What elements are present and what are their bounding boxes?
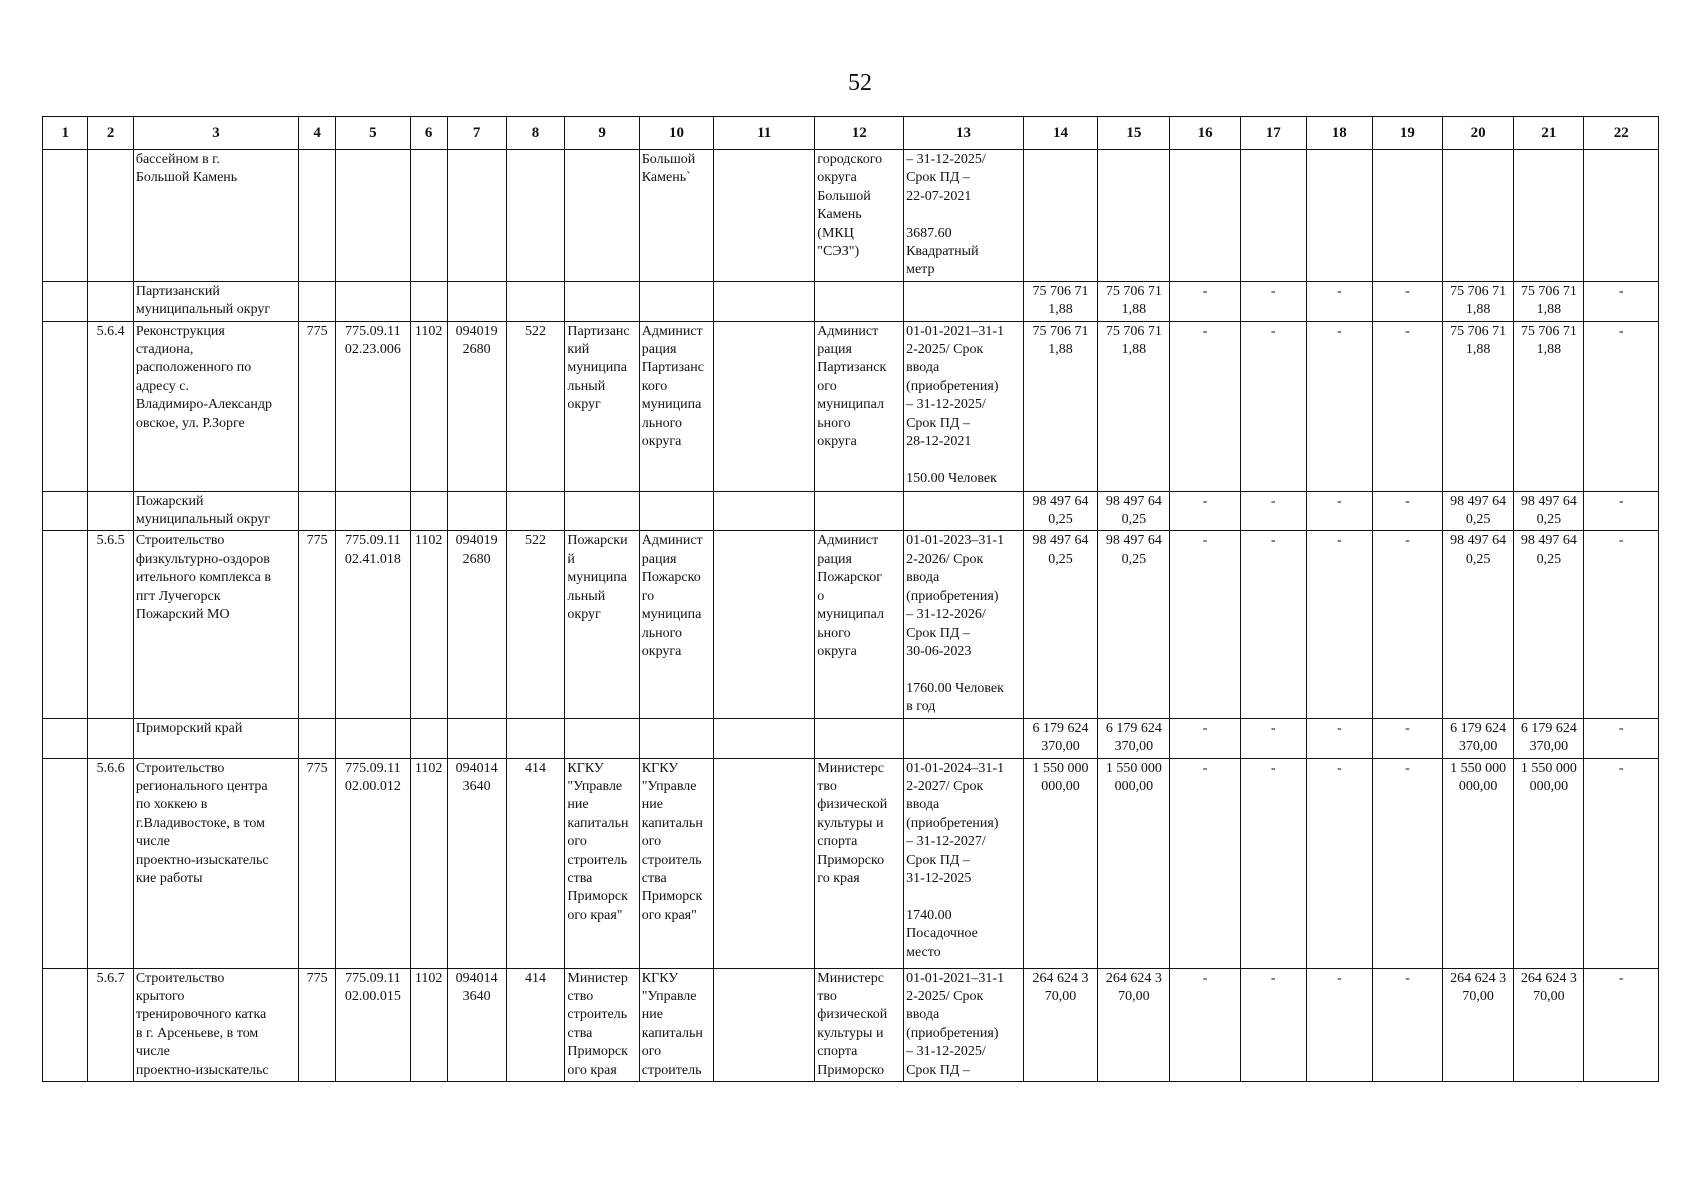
table-cell-col-19: - (1372, 968, 1442, 1081)
table-cell-col-16 (1170, 150, 1240, 282)
table-cell-col-1 (43, 531, 88, 718)
column-header-16: 16 (1170, 117, 1240, 150)
table-cell-col-9 (565, 281, 639, 321)
column-header-17: 17 (1240, 117, 1306, 150)
table-cell-col-6 (410, 281, 447, 321)
table-cell-col-1 (43, 491, 88, 531)
table-cell-col-4 (299, 491, 336, 531)
table-cell-col-13: 01-01-2021–31-1 2-2025/ Срок ввода (приобретения) – 31-12-2025/ Срок ПД – (904, 968, 1024, 1081)
table-row (43, 968, 1659, 1081)
table-cell-col-17: - (1240, 968, 1306, 1081)
table-cell-col-1 (43, 718, 88, 758)
table-cell-col-5: 775.09.11 02.23.006 (336, 321, 410, 491)
table-cell-col-10: Админист рация Пожарско го муниципа льного округа (639, 531, 713, 718)
table-cell-col-3: Приморский край (133, 718, 298, 758)
column-header-12: 12 (815, 117, 904, 150)
table-cell-col-17 (1240, 150, 1306, 282)
table-cell-col-12 (815, 491, 904, 531)
table-cell-col-5 (336, 718, 410, 758)
table-cell-col-17: - (1240, 491, 1306, 531)
table-cell-col-14: 98 497 64 0,25 (1023, 491, 1097, 531)
table-cell-col-8 (506, 491, 565, 531)
table-cell-col-18: - (1306, 491, 1372, 531)
budget-table (42, 116, 1659, 1082)
table-cell-col-8: 522 (506, 531, 565, 718)
table-cell-col-17: - (1240, 758, 1306, 968)
table-cell-col-12: Министерс тво физической культуры и спорта Приморско (815, 968, 904, 1081)
table-row (43, 281, 1659, 321)
table-cell-col-3: Строительство регионального центра по хоккею в г.Владивостоке, в том числе проектно-изыскательс кие работы (133, 758, 298, 968)
table-cell-col-7 (447, 718, 506, 758)
table-cell-col-10: КГКУ "Управле ние капитальн ого строитель (639, 968, 713, 1081)
table-cell-col-4 (299, 281, 336, 321)
table-cell-col-12: Министерс тво физической культуры и спорта Приморско го края (815, 758, 904, 968)
table-cell-col-6: 1102 (410, 321, 447, 491)
table-cell-col-19: - (1372, 491, 1442, 531)
table-cell-col-2 (88, 281, 133, 321)
table-cell-col-19: - (1372, 718, 1442, 758)
table-cell-col-14: 98 497 64 0,25 (1023, 531, 1097, 718)
table-cell-col-16: - (1170, 281, 1240, 321)
table-cell-col-10 (639, 718, 713, 758)
table-cell-col-2: 5.6.5 (88, 531, 133, 718)
table-cell-col-12 (815, 718, 904, 758)
table-cell-col-10 (639, 281, 713, 321)
table-cell-col-7 (447, 281, 506, 321)
table-row (43, 150, 1659, 282)
table-cell-col-18: - (1306, 281, 1372, 321)
table-cell-col-9 (565, 491, 639, 531)
column-header-5: 5 (336, 117, 410, 150)
table-cell-col-13: 01-01-2023–31-1 2-2026/ Срок ввода (приобретения) – 31-12-2026/ Срок ПД – 30-06-2023 1760.00 Человек в год (904, 531, 1024, 718)
table-cell-col-19: - (1372, 281, 1442, 321)
table-cell-col-3: Реконструкция стадиона, расположенного по адресу с. Владимиро-Александр овское, ул. Р.Зорге (133, 321, 298, 491)
table-cell-col-13 (904, 491, 1024, 531)
table-cell-col-15: 264 624 3 70,00 (1098, 968, 1170, 1081)
table-cell-col-5 (336, 281, 410, 321)
table-cell-col-4 (299, 150, 336, 282)
table-cell-col-7: 094014 3640 (447, 758, 506, 968)
table-cell-col-7: 094019 2680 (447, 531, 506, 718)
table-cell-col-7 (447, 491, 506, 531)
table-cell-col-18: - (1306, 531, 1372, 718)
column-header-1: 1 (43, 117, 88, 150)
table-cell-col-11 (714, 758, 815, 968)
table-cell-col-5 (336, 150, 410, 282)
table-row (43, 321, 1659, 491)
table-cell-col-9: Партизанс кий муниципа льный округ (565, 321, 639, 491)
table-cell-col-16: - (1170, 321, 1240, 491)
table-cell-col-2 (88, 718, 133, 758)
table-cell-col-16: - (1170, 491, 1240, 531)
page-number: 52 (848, 70, 872, 96)
table-cell-col-21: 98 497 64 0,25 (1514, 531, 1584, 718)
table-cell-col-11 (714, 718, 815, 758)
table-cell-col-3: Строительство физкультурно-оздоров ительного комплекса в пгт Лучегорск Пожарский МО (133, 531, 298, 718)
table-cell-col-6 (410, 718, 447, 758)
table-cell-col-22: - (1584, 281, 1659, 321)
column-header-7: 7 (447, 117, 506, 150)
table-cell-col-14: 75 706 71 1,88 (1023, 321, 1097, 491)
table-cell-col-16: - (1170, 718, 1240, 758)
table-cell-col-13 (904, 718, 1024, 758)
table-cell-col-4: 775 (299, 758, 336, 968)
table-cell-col-8 (506, 281, 565, 321)
table-cell-col-9 (565, 150, 639, 282)
table-row (43, 718, 1659, 758)
table-cell-col-20: 75 706 71 1,88 (1443, 321, 1514, 491)
table-cell-col-8 (506, 150, 565, 282)
column-header-15: 15 (1098, 117, 1170, 150)
table-cell-col-15: 75 706 71 1,88 (1098, 321, 1170, 491)
table-cell-col-1 (43, 968, 88, 1081)
table-cell-col-15 (1098, 150, 1170, 282)
table-cell-col-3: Партизанский муниципальный округ (133, 281, 298, 321)
table-cell-col-22: - (1584, 718, 1659, 758)
table-cell-col-5: 775.09.11 02.41.018 (336, 531, 410, 718)
table-cell-col-13 (904, 281, 1024, 321)
column-header-20: 20 (1443, 117, 1514, 150)
table-cell-col-18: - (1306, 321, 1372, 491)
table-cell-col-2 (88, 491, 133, 531)
table-cell-col-1 (43, 281, 88, 321)
table-cell-col-10 (639, 491, 713, 531)
table-cell-col-17: - (1240, 531, 1306, 718)
column-header-21: 21 (1514, 117, 1584, 150)
table-cell-col-20 (1443, 150, 1514, 282)
table-cell-col-7 (447, 150, 506, 282)
table-cell-col-14: 264 624 3 70,00 (1023, 968, 1097, 1081)
column-header-3: 3 (133, 117, 298, 150)
column-header-10: 10 (639, 117, 713, 150)
table-cell-col-6 (410, 150, 447, 282)
table-cell-col-16: - (1170, 968, 1240, 1081)
table-cell-col-8: 414 (506, 968, 565, 1081)
table-cell-col-6: 1102 (410, 758, 447, 968)
column-header-4: 4 (299, 117, 336, 150)
table-cell-col-4: 775 (299, 321, 336, 491)
table-cell-col-7: 094019 2680 (447, 321, 506, 491)
table-cell-col-3: бассейном в г. Большой Камень (133, 150, 298, 282)
table-cell-col-21: 264 624 3 70,00 (1514, 968, 1584, 1081)
table-cell-col-11 (714, 281, 815, 321)
table-cell-col-13: 01-01-2021–31-1 2-2025/ Срок ввода (приобретения) – 31-12-2025/ Срок ПД – 28-12-2021 150.00 Человек (904, 321, 1024, 491)
table-cell-col-10: КГКУ "Управле ние капитальн ого строитель ства Приморск ого края" (639, 758, 713, 968)
table-cell-col-15: 98 497 64 0,25 (1098, 531, 1170, 718)
table-cell-col-2: 5.6.7 (88, 968, 133, 1081)
table-cell-col-18: - (1306, 758, 1372, 968)
table-cell-col-1 (43, 321, 88, 491)
table-cell-col-14: 6 179 624 370,00 (1023, 718, 1097, 758)
table-cell-col-4: 775 (299, 968, 336, 1081)
column-header-22: 22 (1584, 117, 1659, 150)
table-cell-col-3: Строительство крытого тренировочного катка в г. Арсеньеве, в том числе проектно-изыскательс (133, 968, 298, 1081)
column-header-14: 14 (1023, 117, 1097, 150)
table-cell-col-12: Админист рация Пожарског о муниципал ьного округа (815, 531, 904, 718)
table-cell-col-12 (815, 281, 904, 321)
table-cell-col-14 (1023, 150, 1097, 282)
table-cell-col-14: 1 550 000 000,00 (1023, 758, 1097, 968)
table-cell-col-19: - (1372, 321, 1442, 491)
table-cell-col-4: 775 (299, 531, 336, 718)
table-cell-col-17: - (1240, 718, 1306, 758)
table-cell-col-1 (43, 758, 88, 968)
table-cell-col-21: 6 179 624 370,00 (1514, 718, 1584, 758)
table-cell-col-15: 98 497 64 0,25 (1098, 491, 1170, 531)
table-cell-col-9: Министер ство строитель ства Приморск ого края (565, 968, 639, 1081)
table-cell-col-5: 775.09.11 02.00.012 (336, 758, 410, 968)
table-cell-col-15: 6 179 624 370,00 (1098, 718, 1170, 758)
table-cell-col-8: 522 (506, 321, 565, 491)
column-header-18: 18 (1306, 117, 1372, 150)
table-cell-col-22: - (1584, 531, 1659, 718)
table-cell-col-21: 75 706 71 1,88 (1514, 321, 1584, 491)
table-cell-col-21 (1514, 150, 1584, 282)
table-cell-col-19 (1372, 150, 1442, 282)
table-cell-col-7: 094014 3640 (447, 968, 506, 1081)
table-cell-col-10: Большой Камень` (639, 150, 713, 282)
table-cell-col-9: КГКУ "Управле ние капитальн ого строитель ства Приморск ого края" (565, 758, 639, 968)
column-header-6: 6 (410, 117, 447, 150)
table-cell-col-2: 5.6.4 (88, 321, 133, 491)
table-cell-col-20: 1 550 000 000,00 (1443, 758, 1514, 968)
table-cell-col-22: - (1584, 968, 1659, 1081)
table-cell-col-12: городского округа Большой Камень (МКЦ "СЭЗ") (815, 150, 904, 282)
column-header-8: 8 (506, 117, 565, 150)
column-header-11: 11 (714, 117, 815, 150)
table-cell-col-21: 75 706 71 1,88 (1514, 281, 1584, 321)
table-row (43, 531, 1659, 718)
table-cell-col-12: Админист рация Партизанск ого муниципал ьного округа (815, 321, 904, 491)
table-cell-col-14: 75 706 71 1,88 (1023, 281, 1097, 321)
table-cell-col-22 (1584, 150, 1659, 282)
table-cell-col-19: - (1372, 758, 1442, 968)
table-cell-col-11 (714, 968, 815, 1081)
table-cell-col-5: 775.09.11 02.00.015 (336, 968, 410, 1081)
table-cell-col-4 (299, 718, 336, 758)
table-cell-col-20: 98 497 64 0,25 (1443, 531, 1514, 718)
table-cell-col-11 (714, 321, 815, 491)
table-cell-col-1 (43, 150, 88, 282)
table-cell-col-3: Пожарский муниципальный округ (133, 491, 298, 531)
column-header-2: 2 (88, 117, 133, 150)
header-row (43, 117, 1659, 150)
table-cell-col-15: 75 706 71 1,88 (1098, 281, 1170, 321)
table-cell-col-22: - (1584, 491, 1659, 531)
table-cell-col-21: 98 497 64 0,25 (1514, 491, 1584, 531)
table-cell-col-16: - (1170, 758, 1240, 968)
table-cell-col-17: - (1240, 321, 1306, 491)
table-cell-col-20: 98 497 64 0,25 (1443, 491, 1514, 531)
table-cell-col-11 (714, 491, 815, 531)
table-cell-col-5 (336, 491, 410, 531)
column-header-19: 19 (1372, 117, 1442, 150)
table-cell-col-22: - (1584, 758, 1659, 968)
table-cell-col-19: - (1372, 531, 1442, 718)
table-cell-col-20: 75 706 71 1,88 (1443, 281, 1514, 321)
table-cell-col-10: Админист рация Партизанс кого муниципа льного округа (639, 321, 713, 491)
table-cell-col-2 (88, 150, 133, 282)
table-cell-col-18: - (1306, 718, 1372, 758)
table-cell-col-8 (506, 718, 565, 758)
table-cell-col-22: - (1584, 321, 1659, 491)
table-cell-col-15: 1 550 000 000,00 (1098, 758, 1170, 968)
table-cell-col-2: 5.6.6 (88, 758, 133, 968)
table-cell-col-11 (714, 150, 815, 282)
table-cell-col-18 (1306, 150, 1372, 282)
table-cell-col-11 (714, 531, 815, 718)
table-cell-col-17: - (1240, 281, 1306, 321)
column-header-9: 9 (565, 117, 639, 150)
table-cell-col-18: - (1306, 968, 1372, 1081)
table-cell-col-21: 1 550 000 000,00 (1514, 758, 1584, 968)
table-row (43, 491, 1659, 531)
table-cell-col-20: 264 624 3 70,00 (1443, 968, 1514, 1081)
table-cell-col-13: 01-01-2024–31-1 2-2027/ Срок ввода (приобретения) – 31-12-2027/ Срок ПД – 31-12-2025 1740.00 Посадочное место (904, 758, 1024, 968)
column-header-13: 13 (904, 117, 1024, 150)
table-row (43, 758, 1659, 968)
table-cell-col-9 (565, 718, 639, 758)
table-cell-col-20: 6 179 624 370,00 (1443, 718, 1514, 758)
table-cell-col-6: 1102 (410, 968, 447, 1081)
table-cell-col-8: 414 (506, 758, 565, 968)
table-cell-col-6 (410, 491, 447, 531)
table-cell-col-9: Пожарски й муниципа льный округ (565, 531, 639, 718)
table-cell-col-16: - (1170, 531, 1240, 718)
table-cell-col-13: – 31-12-2025/ Срок ПД – 22-07-2021 3687.60 Квадратный метр (904, 150, 1024, 282)
table-cell-col-6: 1102 (410, 531, 447, 718)
